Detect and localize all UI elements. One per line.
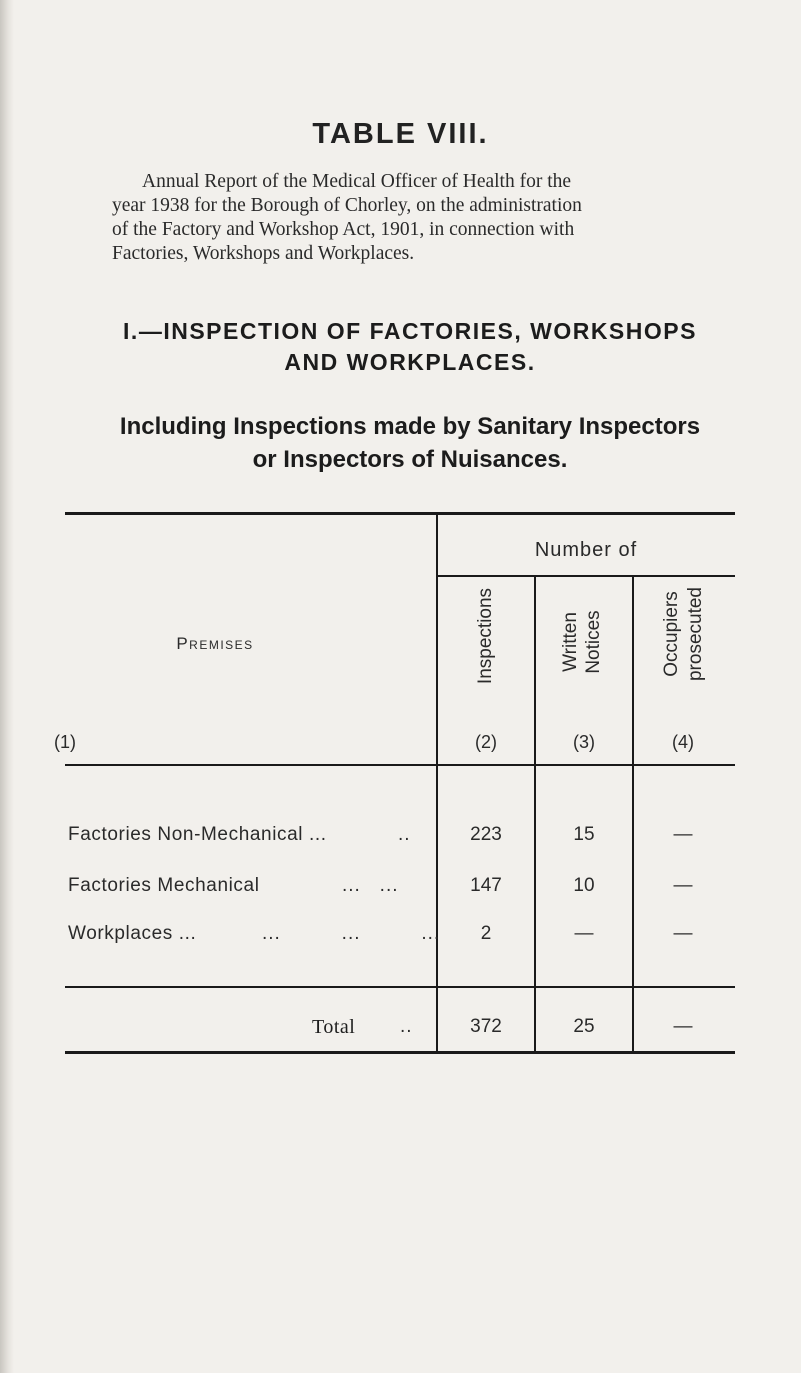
- occupiers-header-line1: Occupiers: [661, 591, 682, 677]
- dot-leader: ..: [398, 824, 411, 845]
- occupiers-header-line2: prosecuted: [685, 586, 706, 682]
- dot-leader: ... ... ...: [262, 923, 441, 944]
- premises-cell: Workplaces ...: [68, 923, 197, 944]
- section-subheading-line: Including Inspections made by Sanitary Inspectors: [119, 413, 701, 440]
- notices-cell: 10: [573, 875, 595, 896]
- group-header: Number of: [534, 539, 638, 561]
- page-edge-shadow: [0, 0, 14, 1373]
- prosecuted-cell: —: [673, 875, 693, 896]
- premises-header: Premises: [176, 634, 254, 653]
- intro-line: Annual Report of the Medical Officer of Health for the: [142, 171, 572, 192]
- dot-leader: ..: [400, 1016, 413, 1037]
- total-label: Total: [312, 1016, 356, 1038]
- total-prosecuted: —: [673, 1016, 693, 1037]
- inspections-cell: 147: [470, 875, 502, 896]
- header-bottom-rule: [65, 764, 735, 766]
- inspections-header: Inspections: [475, 587, 496, 685]
- column-divider: [436, 514, 438, 1052]
- notices-cell: —: [574, 923, 594, 944]
- prosecuted-cell: —: [673, 923, 693, 944]
- table-title: TABLE VIII.: [312, 118, 489, 150]
- total-notices: 25: [573, 1016, 595, 1037]
- intro-line: year 1938 for the Borough of Chorley, on the administration: [112, 195, 582, 216]
- premises-cell: Factories Mechanical: [68, 875, 260, 896]
- notices-cell: 15: [573, 824, 595, 845]
- group-header-rule: [437, 575, 735, 577]
- total-top-rule: [65, 986, 735, 988]
- section-heading-line: AND WORKPLACES.: [284, 349, 536, 375]
- column-divider: [534, 576, 536, 1052]
- column-number: (2): [475, 732, 497, 752]
- section-heading-line: I.—INSPECTION OF FACTORIES, WORKSHOPS: [123, 318, 697, 344]
- intro-line: Factories, Workshops and Workplaces.: [112, 243, 415, 264]
- table-top-rule: [65, 512, 735, 515]
- dot-leader: ... ...: [342, 875, 399, 896]
- intro-line: of the Factory and Workshop Act, 1901, in connection with: [112, 219, 575, 240]
- column-number: (3): [573, 732, 595, 752]
- intro-paragraph: [112, 170, 708, 266]
- section-subheading: [100, 410, 720, 476]
- column-number: (4): [672, 732, 694, 752]
- section-subheading-line: or Inspectors of Nuisances.: [252, 446, 568, 473]
- notices-header-line1: Written: [560, 612, 581, 672]
- prosecuted-cell: —: [673, 824, 693, 845]
- inspections-cell: 223: [470, 824, 502, 845]
- column-number: (1): [54, 732, 76, 752]
- total-inspections: 372: [470, 1016, 502, 1037]
- section-heading: [100, 316, 720, 378]
- notices-header-line2: Notices: [583, 610, 604, 674]
- premises-cell: Factories Non-Mechanical ...: [68, 824, 327, 845]
- column-divider: [632, 576, 634, 1052]
- inspections-cell: 2: [480, 923, 492, 944]
- table-bottom-rule: [65, 1051, 735, 1054]
